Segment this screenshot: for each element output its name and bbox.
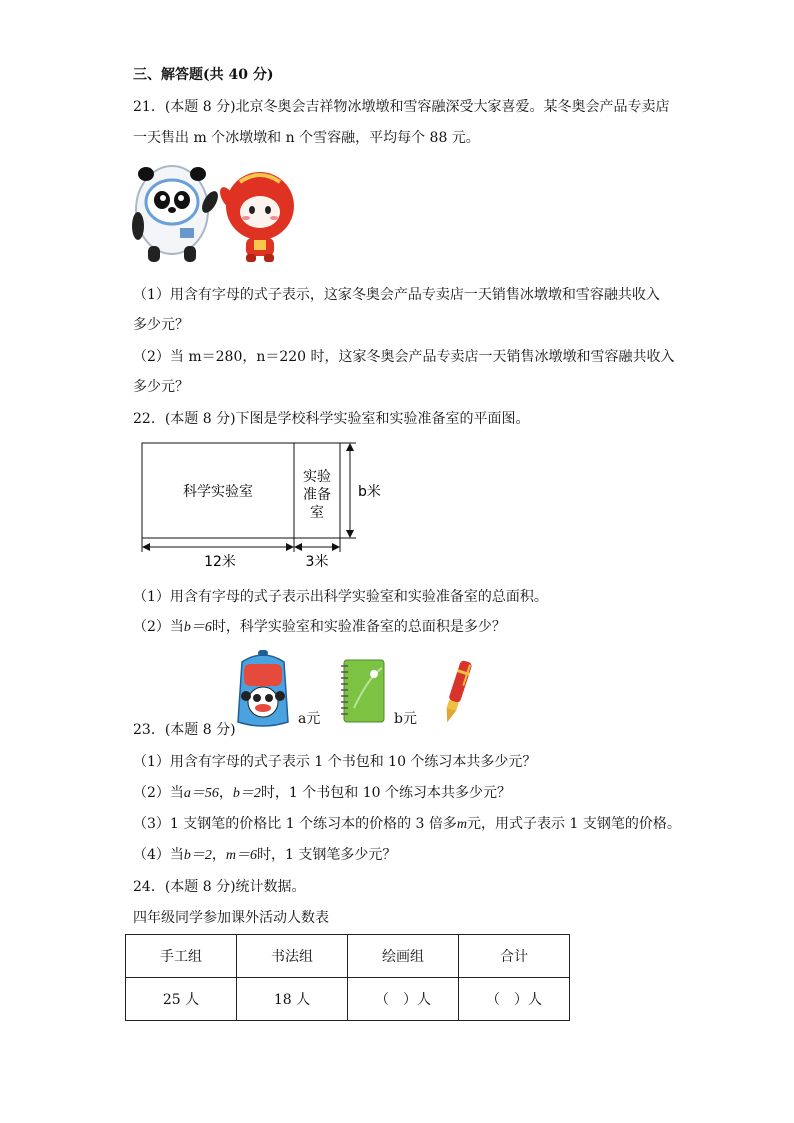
q21-line2: 一天售出 m 个冰墩墩和 n 个雪容融，平均每个 88 元。: [133, 130, 480, 146]
table-title: 四年级同学参加课外活动人数表: [133, 910, 329, 926]
width1-label: 12米: [204, 554, 236, 570]
value-handcraft: 25 人: [126, 978, 237, 1021]
table-row: [126, 978, 570, 1021]
value-painting: （ ）人: [348, 978, 459, 1021]
lab-label: 科学实验室: [183, 484, 253, 500]
mascots-image: [130, 162, 300, 268]
backpack-image: [228, 648, 298, 730]
width2-label: 3米: [305, 554, 329, 570]
q21-line1: 21．(本题 8 分)北京冬奥会吉祥物冰墩墩和雪容融深受大家喜爱。某冬奥会产品专卖店: [133, 99, 670, 115]
header-total: 合计: [459, 935, 570, 978]
q23-sub3: （3）1 支钢笔的价格比 1 个练习本的价格的 3 倍多m元，用式子表示 1 支钢笔的价格。: [133, 816, 681, 832]
q24-line1: 24．(本题 8 分)统计数据。: [133, 879, 306, 895]
notebook-price: b元: [394, 711, 417, 727]
q22-sub2: （2）当b＝6时，科学实验室和实验准备室的总面积是多少？: [133, 619, 506, 635]
q23-label: 23．(本题 8 分): [133, 722, 236, 738]
q21-sub1-line1: （1）用含有字母的式子表示，这家冬奥会产品专卖店一天销售冰墩墩和雪容融共收入: [133, 287, 660, 303]
table-header-row: [126, 935, 570, 978]
header-calligraphy: 书法组: [237, 935, 348, 978]
bing-dwen-dwen-illustration: [132, 166, 221, 262]
prep-label-3: 室: [310, 505, 324, 521]
value-total: （ ）人: [459, 978, 570, 1021]
floor-plan-diagram: [130, 438, 390, 570]
header-handcraft: 手工组: [126, 935, 237, 978]
notebook-image: [338, 658, 388, 726]
q23-sub2: （2）当a＝56，b＝2时，1 个书包和 10 个练习本共多少元？: [133, 785, 511, 801]
section-title: 三、解答题(共 40 分): [133, 67, 274, 83]
prep-label-1: 实验: [303, 469, 331, 485]
q22-sub1: （1）用含有字母的式子表示出科学实验室和实验准备室的总面积。: [133, 589, 548, 605]
fountain-pen-image: [440, 656, 474, 728]
q22-line1: 22．(本题 8 分)下图是学校科学实验室和实验准备室的平面图。: [133, 411, 530, 427]
value-calligraphy: 18 人: [237, 978, 348, 1021]
activity-table: [125, 934, 570, 1021]
q23-sub4: （4）当b＝2，m＝6时，1 支钢笔多少元？: [133, 847, 397, 863]
bag-price: a元: [298, 711, 321, 727]
q21-sub2-line1: （2）当 m＝280，n＝220 时，这家冬奥会产品专卖店一天销售冰墩墩和雪容融共收入: [133, 349, 675, 365]
q21-sub1-line2: 多少元？: [133, 317, 189, 333]
q23-sub1: （1）用含有字母的式子表示 1 个书包和 10 个练习本共多少元？: [133, 754, 537, 770]
height-label: b米: [358, 484, 381, 500]
shuey-rhon-rhon-illustration: [217, 172, 294, 262]
q21-sub2-line2: 多少元？: [133, 379, 189, 395]
header-painting: 绘画组: [348, 935, 459, 978]
prep-label-2: 准备: [303, 487, 331, 503]
